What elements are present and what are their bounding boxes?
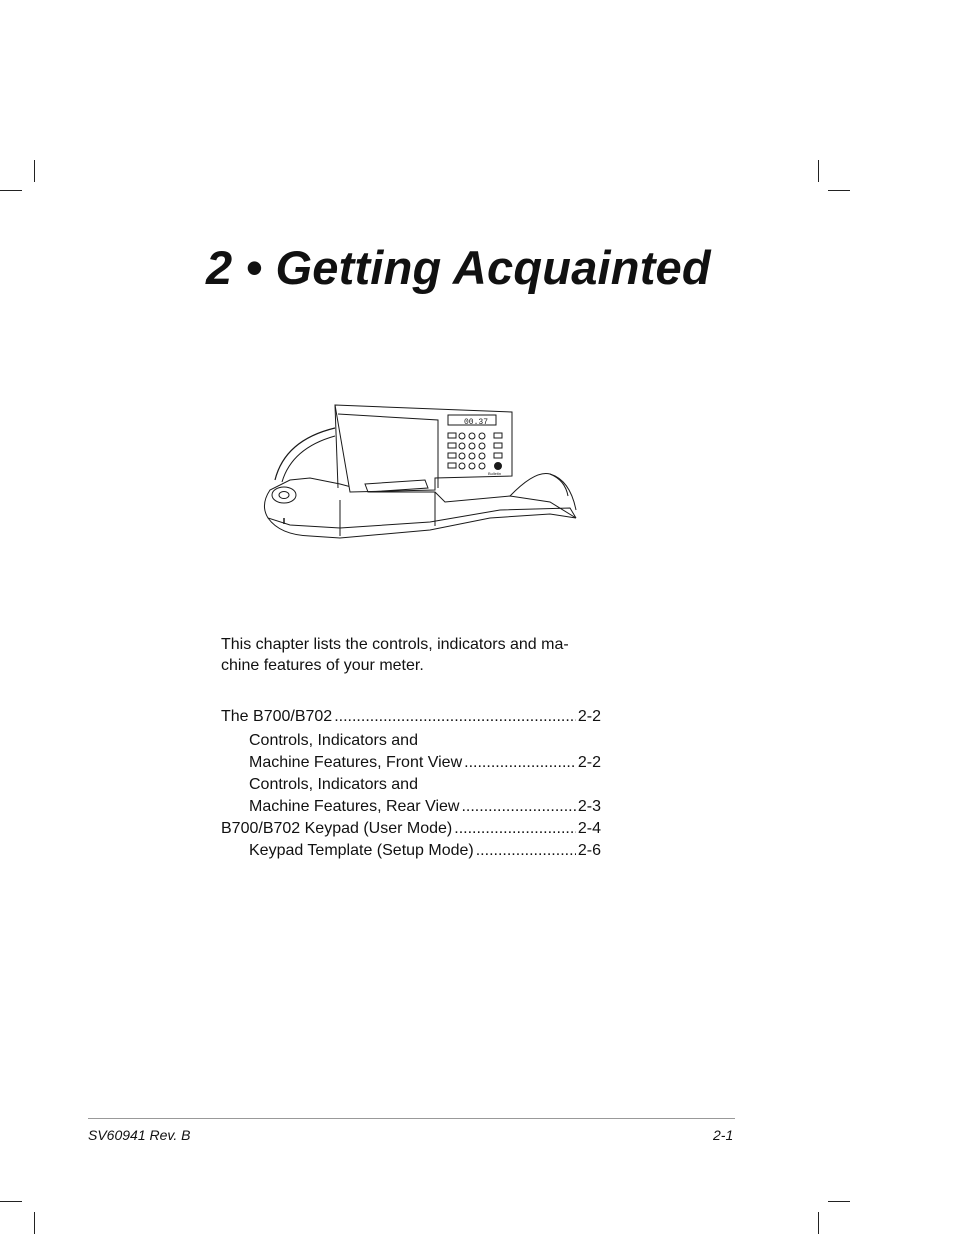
crop-mark — [0, 1201, 22, 1202]
crop-mark — [0, 190, 22, 191]
toc-entry[interactable]: B700/B702 Keypad (User Mode) ..... 2-4 — [221, 818, 601, 840]
crop-mark — [828, 190, 850, 191]
footer-divider — [88, 1118, 735, 1119]
footer-page-number: 2-1 — [713, 1127, 734, 1143]
svg-text:Bulletin: Bulletin — [488, 471, 502, 476]
footer-doc-id: SV60941 Rev. B — [88, 1127, 191, 1143]
chapter-intro: This chapter lists the controls, indicators and ma- chine features of your meter. — [221, 636, 569, 674]
crop-mark — [818, 1212, 819, 1234]
crop-mark — [828, 1201, 850, 1202]
crop-mark — [34, 160, 35, 182]
toc-entry: Controls, Indicators and — [249, 776, 418, 793]
svg-text:00.37: 00.37 — [464, 418, 489, 427]
toc-entry[interactable]: Machine Features, Rear View ..... 2-3 — [221, 796, 601, 818]
toc-entry[interactable]: Keypad Template (Setup Mode) ..... 2-6 — [221, 840, 601, 862]
crop-mark — [818, 160, 819, 182]
toc-entry[interactable]: Machine Features, Front View ..... 2-2 — [221, 752, 601, 774]
postage-meter-illustration — [250, 400, 584, 542]
chapter-title: 2 • Getting Acquainted — [206, 241, 711, 294]
crop-mark — [34, 1212, 35, 1234]
toc-entry[interactable]: The B700/B702 ..... 2-2 — [221, 706, 601, 728]
table-of-contents — [221, 706, 601, 862]
toc-entry: Controls, Indicators and — [249, 732, 418, 749]
